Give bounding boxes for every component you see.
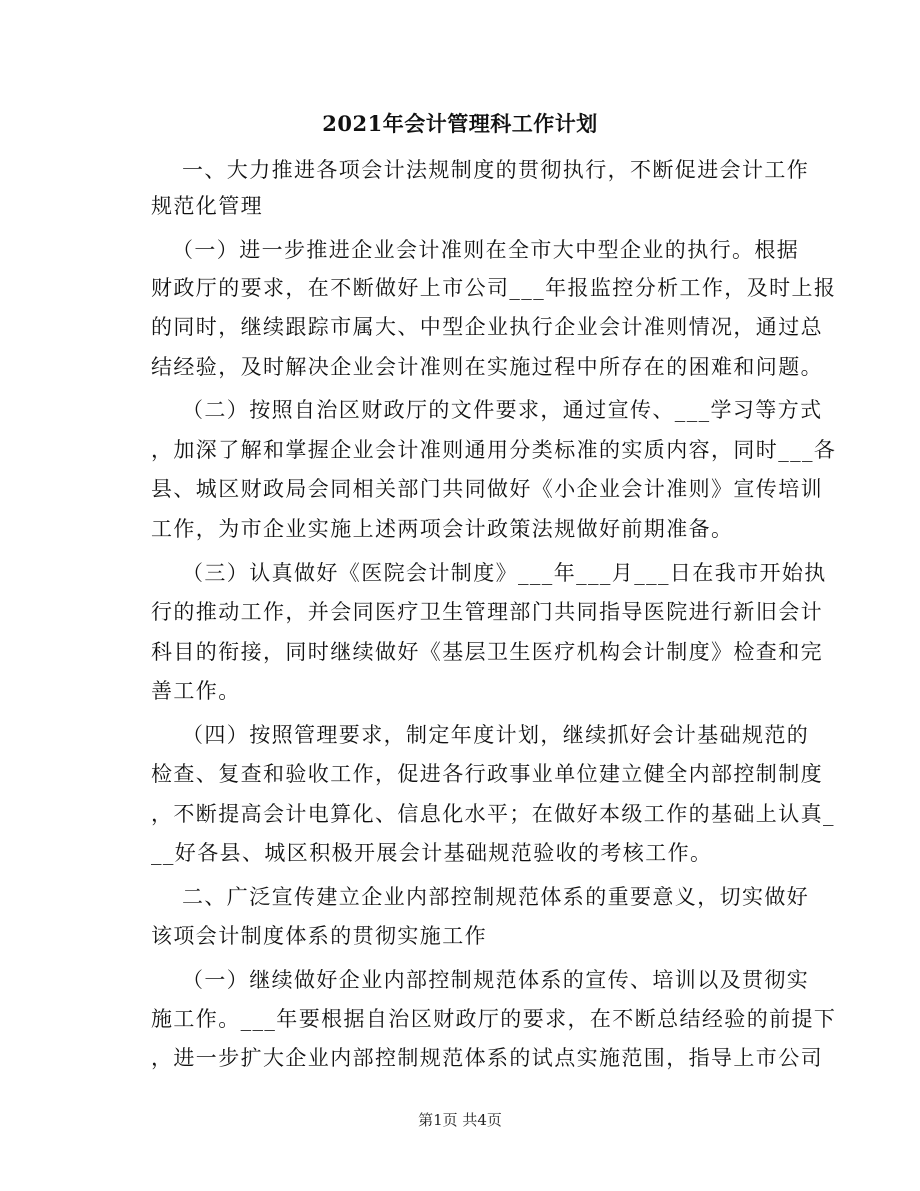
body-line: ，进一步扩大企业内部控制规范体系的试点实施范围，指导上市公司 [151, 1046, 823, 1070]
body-line: 行的推动工作，并会同医疗卫生管理部门共同指导医院进行新旧会计 [151, 600, 823, 624]
body-line: 的同时，继续跟踪市属大、中型企业执行企业会计准则情况，通过总 [151, 315, 823, 339]
body-line: 结经验，及时解决企业会计准则在实施过程中所存在的困难和问题。 [151, 355, 823, 379]
body-line: 该项会计制度体系的贯彻实施工作 [151, 924, 487, 948]
body-line: 科目的衔接，同时继续做好《基层卫生医疗机构会计制度》检查和完 [151, 640, 823, 664]
body-line: （三）认真做好《医院会计制度》___年___月___日在我市开始执 [182, 561, 827, 585]
document-title: 2021年会计管理科工作计划 [322, 111, 598, 136]
body-line: （一）进一步推进企业会计准则在全市大中型企业的执行。根据 [172, 238, 800, 262]
body-line: （二）按照自治区财政厅的文件要求，通过宣传、___学习等方式 [182, 398, 823, 422]
body-line: （四）按照管理要求，制定年度计划，继续抓好会计基础规范的 [182, 723, 810, 747]
page-indicator: 第1页 共4页 [418, 1111, 502, 1129]
body-line: 县、城区财政局会同相关部门共同做好《小企业会计准则》宣传培训 [151, 477, 823, 501]
body-line: 工作，为市企业实施上述两项会计政策法规做好前期准备。 [151, 517, 734, 541]
body-line: ，加深了解和掌握企业会计准则通用分类标准的实质内容，同时___各 [151, 438, 837, 462]
body-line: ，不断提高会计电算化、信息化水平；在做好本级工作的基础上认真_ [151, 802, 835, 826]
body-line: 规范化管理 [151, 194, 263, 218]
body-line: （一）继续做好企业内部控制规范体系的宣传、培训以及贯彻实 [182, 968, 810, 992]
body-line: __好各县、城区积极开展会计基础规范验收的考核工作。 [151, 841, 713, 865]
body-line: 善工作。 [151, 679, 241, 703]
body-line: 财政厅的要求，在不断做好上市公司___年报监控分析工作，及时上报 [151, 276, 837, 300]
body-line: 一、大力推进各项会计法规制度的贯彻执行，不断促进会计工作 [182, 158, 810, 182]
body-line: 施工作。___年要根据自治区财政厅的要求，在不断总结经验的前提下 [151, 1007, 837, 1031]
body-line: 二、广泛宣传建立企业内部控制规范体系的重要意义，切实做好 [182, 885, 810, 909]
body-line: 检查、复查和验收工作，促进各行政事业单位建立健全内部控制制度 [151, 762, 823, 786]
